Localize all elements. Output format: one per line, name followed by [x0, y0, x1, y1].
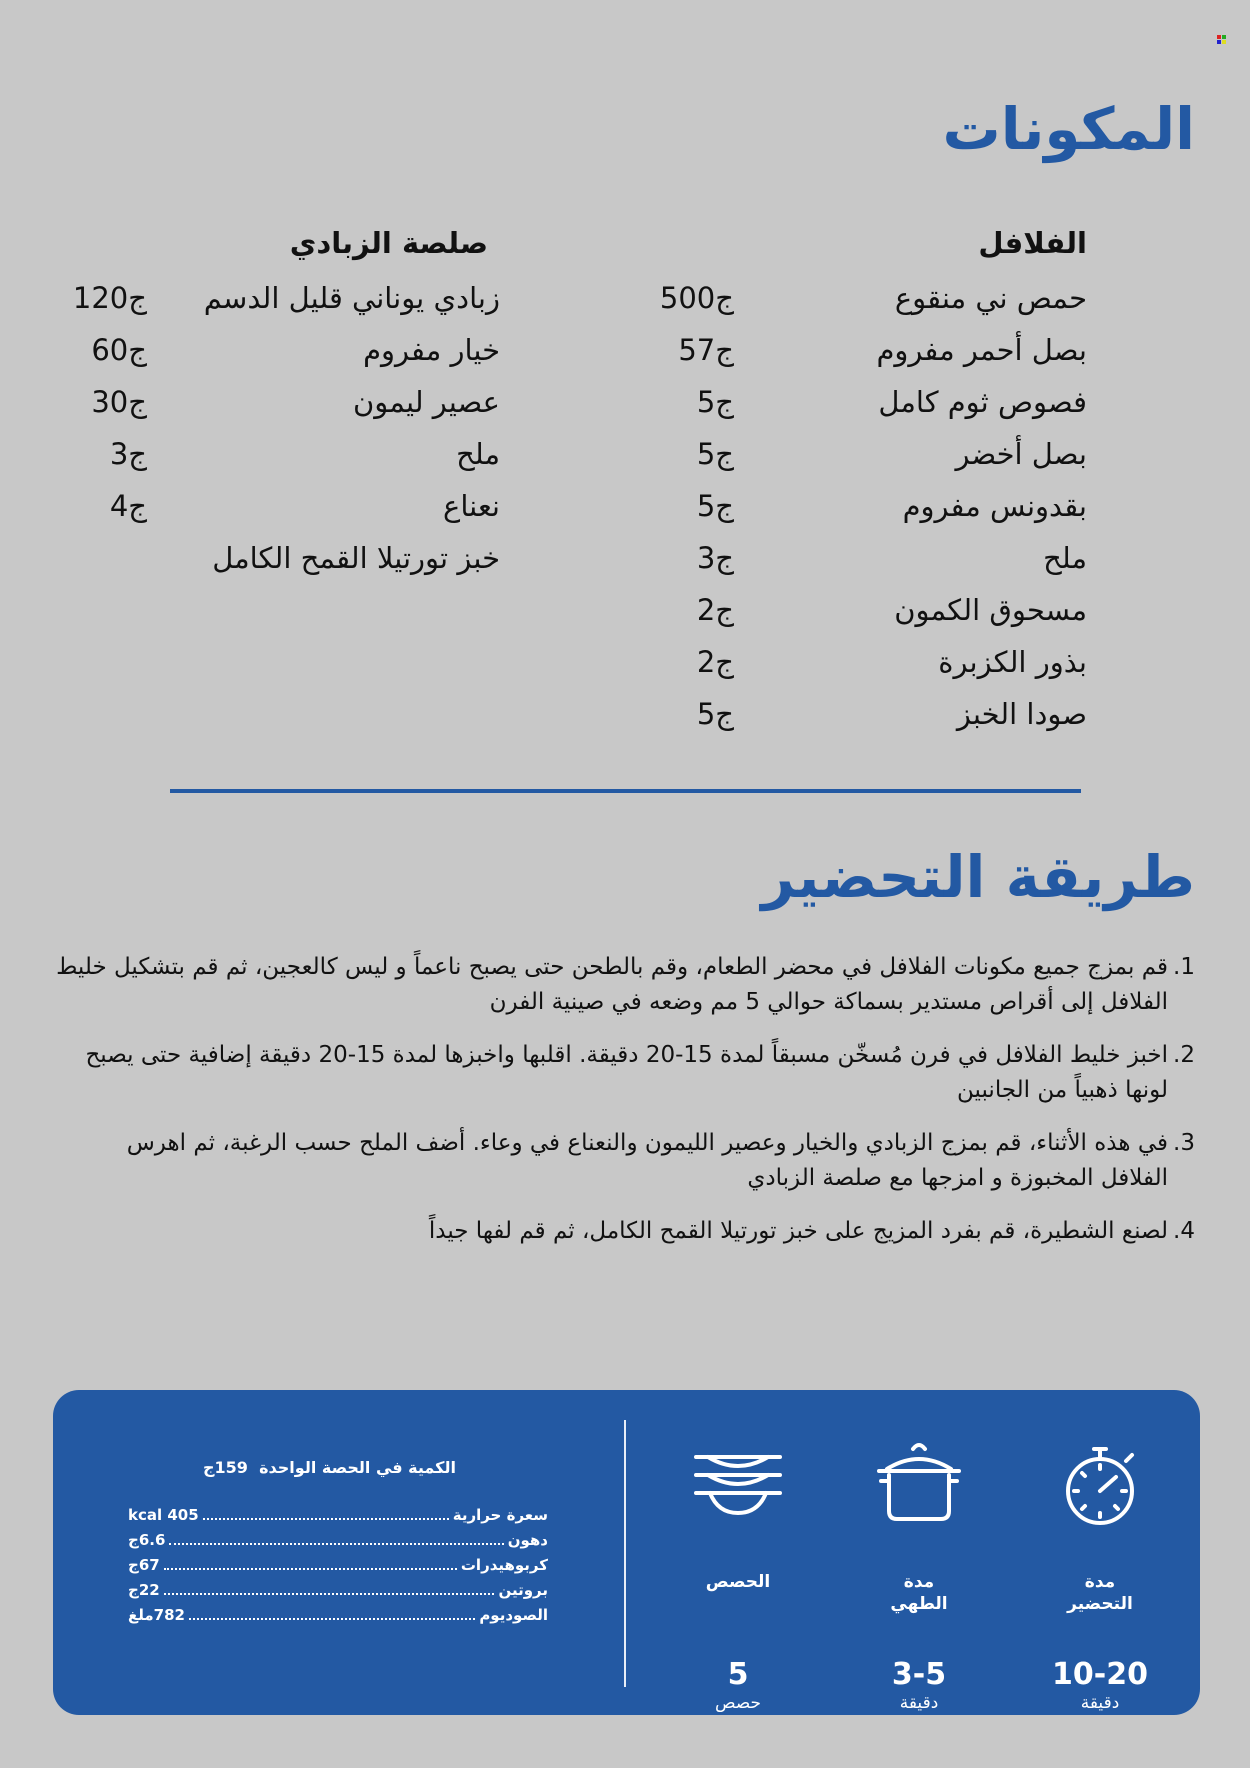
- ingredient-row: [647, 480, 1087, 532]
- ingredient-name: زبادي يوناني قليل الدسم: [203, 281, 500, 315]
- ingredient-name: مسحوق الكمون: [894, 593, 1087, 627]
- servings-unit: حصص: [714, 1693, 762, 1713]
- step-number: 2.: [1173, 1042, 1195, 1068]
- nutrition-label: دهون: [507, 1531, 548, 1549]
- nutrition-label: سعرة حرارية: [452, 1506, 548, 1524]
- ingredient-qty: 500ج: [659, 281, 734, 315]
- prep-time-value: 10-20: [1052, 1657, 1148, 1692]
- nutrition-row: [128, 1581, 548, 1606]
- ingredient-qty: 3ج: [109, 437, 147, 471]
- serving-size: 159ج: [203, 1458, 248, 1477]
- prep-time-label: مدة التحضير: [1067, 1572, 1133, 1614]
- ingredient-qty: 4ج: [109, 489, 147, 523]
- section-divider: [170, 789, 1081, 793]
- ingredient-row: [60, 480, 500, 532]
- prep-time-unit: دقيقة: [1080, 1693, 1120, 1713]
- method-heading: طريقة التحضير: [761, 843, 1195, 911]
- nutrition-value: 6.6ج: [128, 1531, 166, 1549]
- ingredient-row: [60, 272, 500, 324]
- ingredient-qty: 30ج: [91, 385, 147, 419]
- servings-stat: [668, 1435, 808, 1735]
- step-text: في هذه الأثناء، قم بمزج الزبادي والخيار وعصير الليمون والنعناع في وعاء. أضف الملح حسب الرغبة، ثم اهرس الفلافل المخبوزة و امزجها مع صلصة الزبادي: [126, 1130, 1168, 1191]
- ingredient-row: [60, 532, 500, 584]
- ingredient-name: بصل أحمر مفروم: [876, 333, 1087, 367]
- servings-label: الحصص: [705, 1572, 771, 1592]
- servings-value: 5: [727, 1657, 749, 1692]
- ingredient-row: [647, 584, 1087, 636]
- ingredient-qty: 2ج: [696, 593, 734, 627]
- ingredient-name: صودا الخبز: [956, 697, 1087, 731]
- step-text: اخبز خليط الفلافل في فرن مُسخّن مسبقاً لمدة 15-20 دقيقة. اقلبها واخبزها لمدة 15-20 دقيقة إضافية حتى يصبح لونها ذهبياً من الجانبين: [85, 1042, 1168, 1103]
- falafel-title: الفلافل: [978, 226, 1087, 260]
- yogurt-salad-title: صلصة الزبادي: [289, 226, 488, 260]
- ingredient-row: [647, 688, 1087, 740]
- ingredient-name: حمص ني منقوع: [894, 281, 1087, 315]
- nutrition-list: [128, 1506, 548, 1631]
- nutrition-value: 22ج: [128, 1581, 160, 1599]
- method-steps: [55, 950, 1195, 1267]
- step-item: [55, 1126, 1195, 1196]
- ingredient-qty: 60ج: [91, 333, 147, 367]
- step-text: قم بمزج جميع مكونات الفلافل في محضر الطعام، وقم بالطحن حتى يصبح ناعماً و ليس كالعجين، ثم قم بتشكيل خليط الفلافل إلى أقراص مستدير بسماكة حوالي 5 مم وضعه في صينية الفرن: [56, 954, 1168, 1015]
- ingredient-qty: 3ج: [696, 541, 734, 575]
- prep-time-stat: [1030, 1435, 1170, 1735]
- ingredient-row: [647, 636, 1087, 688]
- ingredient-name: بذور الكزبرة: [938, 645, 1087, 679]
- color-mark-icon: [1217, 35, 1226, 44]
- ingredient-row: [647, 532, 1087, 584]
- cook-time-label: مدة الطهي: [890, 1572, 948, 1614]
- ingredient-qty: 120ج: [72, 281, 147, 315]
- ingredient-qty: 5ج: [696, 489, 734, 523]
- nutrition-value: 782ملغ: [128, 1606, 185, 1624]
- step-text: لصنع الشطيرة، قم بفرد المزيج على خبز تورتيلا القمح الكامل، ثم قم لفها جيداً: [428, 1218, 1168, 1244]
- ingredients-heading: المكونات: [942, 95, 1195, 163]
- nutrition-row: [128, 1556, 548, 1581]
- ingredient-row: [60, 428, 500, 480]
- nutrition-label: كربوهيدرات: [460, 1556, 548, 1574]
- nutrition-value: 67ج: [128, 1556, 160, 1574]
- nutrition-label: بروتين: [498, 1581, 548, 1599]
- ingredient-row: [647, 272, 1087, 324]
- step-number: 3.: [1173, 1130, 1195, 1156]
- ingredient-name: ملح: [1043, 541, 1087, 575]
- nutrition-value: kcal 405: [128, 1506, 199, 1524]
- cook-time-stat: [849, 1435, 989, 1735]
- ingredient-name: بصل أخضر: [955, 437, 1087, 471]
- ingredient-qty: 57ج: [678, 333, 734, 367]
- ingredient-name: خبز تورتيلا القمح الكامل: [212, 541, 500, 575]
- ingredient-name: بقدونس مفروم: [902, 489, 1087, 523]
- ingredient-row: [60, 324, 500, 376]
- ingredient-qty: 2ج: [696, 645, 734, 679]
- nutrition-row: [128, 1506, 548, 1531]
- step-item: [55, 1038, 1195, 1108]
- plates-icon: [688, 1435, 788, 1535]
- step-item: [55, 1214, 1195, 1249]
- ingredient-name: نعناع: [443, 489, 500, 523]
- falafel-ingredient-list: [647, 272, 1087, 740]
- nutrition-label: الصوديوم: [479, 1606, 548, 1624]
- step-number: 4.: [1173, 1218, 1195, 1244]
- nutrition-title: الكمية في الحصة الواحدة 159ج: [203, 1458, 456, 1477]
- step-item: [55, 950, 1195, 1020]
- ingredient-name: فصوص ثوم كامل: [878, 385, 1087, 419]
- nutrition-row: [128, 1531, 548, 1556]
- step-number: 1.: [1173, 954, 1195, 980]
- nutrition-row: [128, 1606, 548, 1631]
- cook-time-value: 3-5: [891, 1657, 947, 1692]
- ingredient-row: [647, 376, 1087, 428]
- recipe-info-panel: [53, 1390, 1200, 1715]
- ingredient-qty: 5ج: [696, 385, 734, 419]
- stopwatch-icon: [1050, 1435, 1150, 1535]
- ingredient-row: [647, 428, 1087, 480]
- panel-separator: [624, 1420, 626, 1687]
- ingredient-name: خيار مفروم: [363, 333, 500, 367]
- ingredient-name: ملح: [456, 437, 500, 471]
- ingredient-row: [60, 376, 500, 428]
- ingredient-row: [647, 324, 1087, 376]
- ingredient-qty: 5ج: [696, 437, 734, 471]
- cook-time-unit: دقيقة: [899, 1693, 939, 1713]
- ingredient-name: عصير ليمون: [352, 385, 500, 419]
- yogurt-ingredient-list: [60, 272, 500, 584]
- ingredient-qty: 5ج: [696, 697, 734, 731]
- pot-icon: [869, 1435, 969, 1535]
